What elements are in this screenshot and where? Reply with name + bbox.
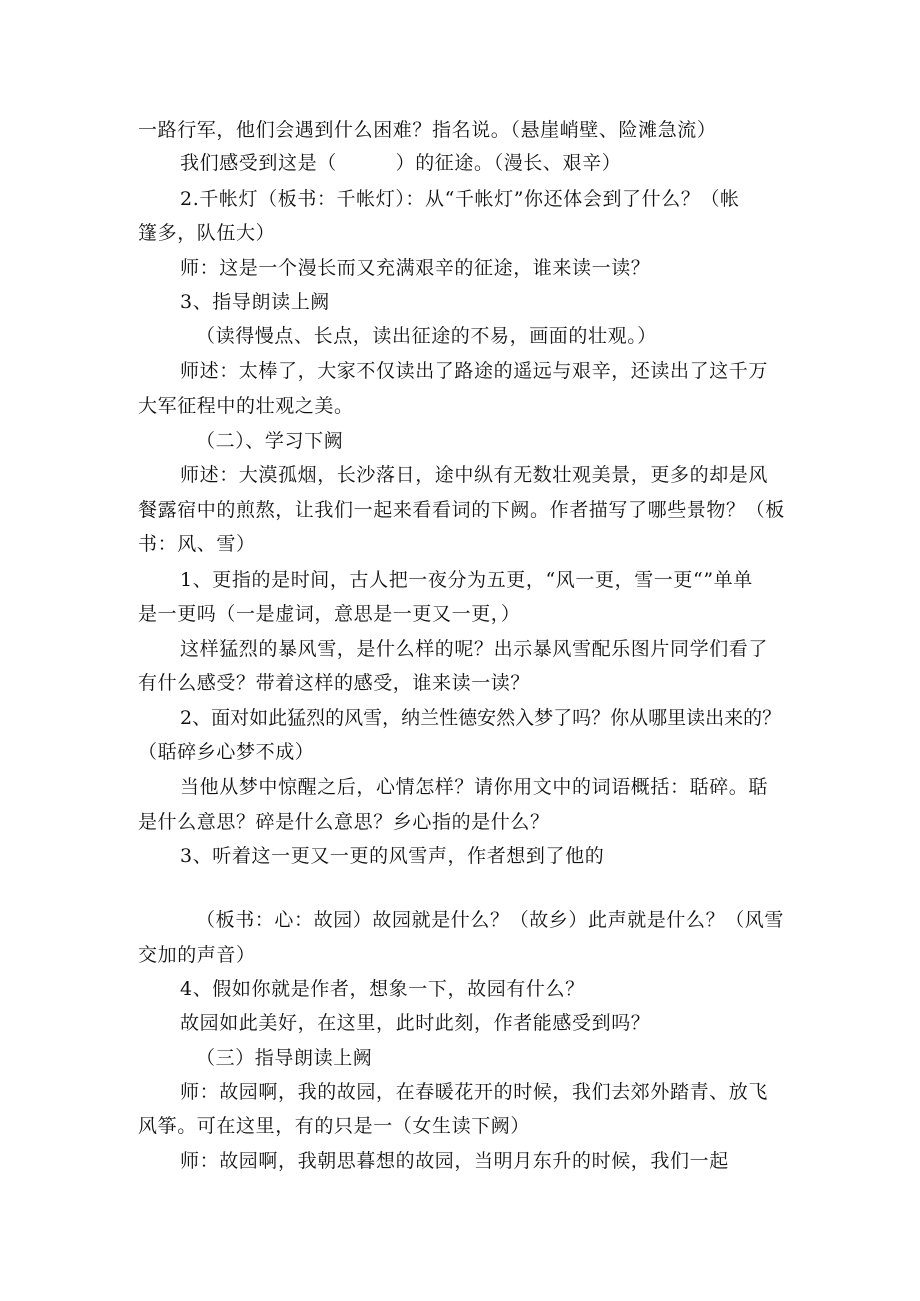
text-line-15: 是一更吗（一是虚词，意思是一更又一更，） [138, 603, 521, 625]
text-line-30: 师：故园啊，我朝思暮想的故园，当明月东升的时候，我们一起 [180, 1150, 729, 1172]
text-line-27: （三）指导朗读上阙 [196, 1047, 373, 1069]
text-line-17: 有什么感受？带着这样的感受，谁来读一读？ [138, 672, 531, 694]
text-line-22: 3、听着这一更又一更的风雪声，作者想到了他的 [180, 845, 605, 867]
text-line-11: 师述：大漠孤烟，长沙落日，途中纵有无数壮观美景，更多的却是风 [180, 464, 769, 486]
text-line-9: 大军征程中的壮观之美。 [138, 395, 354, 417]
text-line-3: 2.千帐灯（板书：千帐灯）：从“千帐灯”你还体会到了什么？（帐 [180, 188, 740, 210]
text-line-6: 3、指导朗读上阙 [180, 291, 330, 313]
text-line-16: 这样猛烈的暴风雪，是什么样的呢？出示暴风雪配乐图片同学们看了 [180, 638, 769, 660]
text-line-18: 2、面对如此猛烈的风雪，纳兰性德安然入梦了吗？你从哪里读出来的？ [180, 707, 782, 729]
text-line-4: 篷多，队伍大） [138, 222, 276, 244]
text-line-10: （二）、学习下阙 [196, 430, 344, 452]
text-line-2: 我们感受到这是（ ）的征途。（漫长、艰辛） [180, 152, 622, 174]
text-line-19: （聒碎乡心梦不成） [138, 741, 315, 763]
text-line-7: （读得慢点、长点，读出征途的不易，画面的壮观。） [196, 325, 657, 347]
text-line-5: 师：这是一个漫长而又充满艰辛的征途，谁来读一读？ [180, 257, 651, 279]
text-line-1: 一路行军，他们会遇到什么困难？指名说。（悬崖峭壁、险滩急流） [138, 119, 717, 141]
text-line-24: 交加的声音） [138, 944, 256, 966]
text-line-8: 师述：太棒了，大家不仅读出了路途的遥远与艰辛，还读出了这千万 [180, 360, 769, 382]
text-line-23: （板书：心：故园）故园就是什么？（故乡）此声就是什么？（风雪 [196, 909, 785, 931]
text-line-29: 风筝。可在这里，有的只是一（女生读下阙） [138, 1115, 531, 1137]
text-line-28: 师：故园啊，我的故园，在春暖花开的时候，我们去郊外踏青、放飞 [180, 1081, 769, 1103]
text-line-26: 故园如此美好，在这里，此时此刻，作者能感受到吗？ [180, 1012, 651, 1034]
text-line-25: 4、假如你就是作者，想象一下，故园有什么？ [180, 978, 585, 1000]
text-line-21: 是什么意思？碎是什么意思？乡心指的是什么？ [138, 811, 550, 833]
text-line-20: 当他从梦中惊醒之后，心情怎样？请你用文中的词语概括：聒碎。聒 [180, 776, 769, 798]
text-line-14: 1、更指的是时间，古人把一夜分为五更，“风一更，雪一更“”单单 [180, 569, 753, 591]
text-line-12: 餐露宿中的煎熬，让我们一起来看看词的下阙。作者描写了哪些景物？（板 [138, 499, 785, 521]
text-line-13: 书：风、雪） [138, 533, 256, 555]
